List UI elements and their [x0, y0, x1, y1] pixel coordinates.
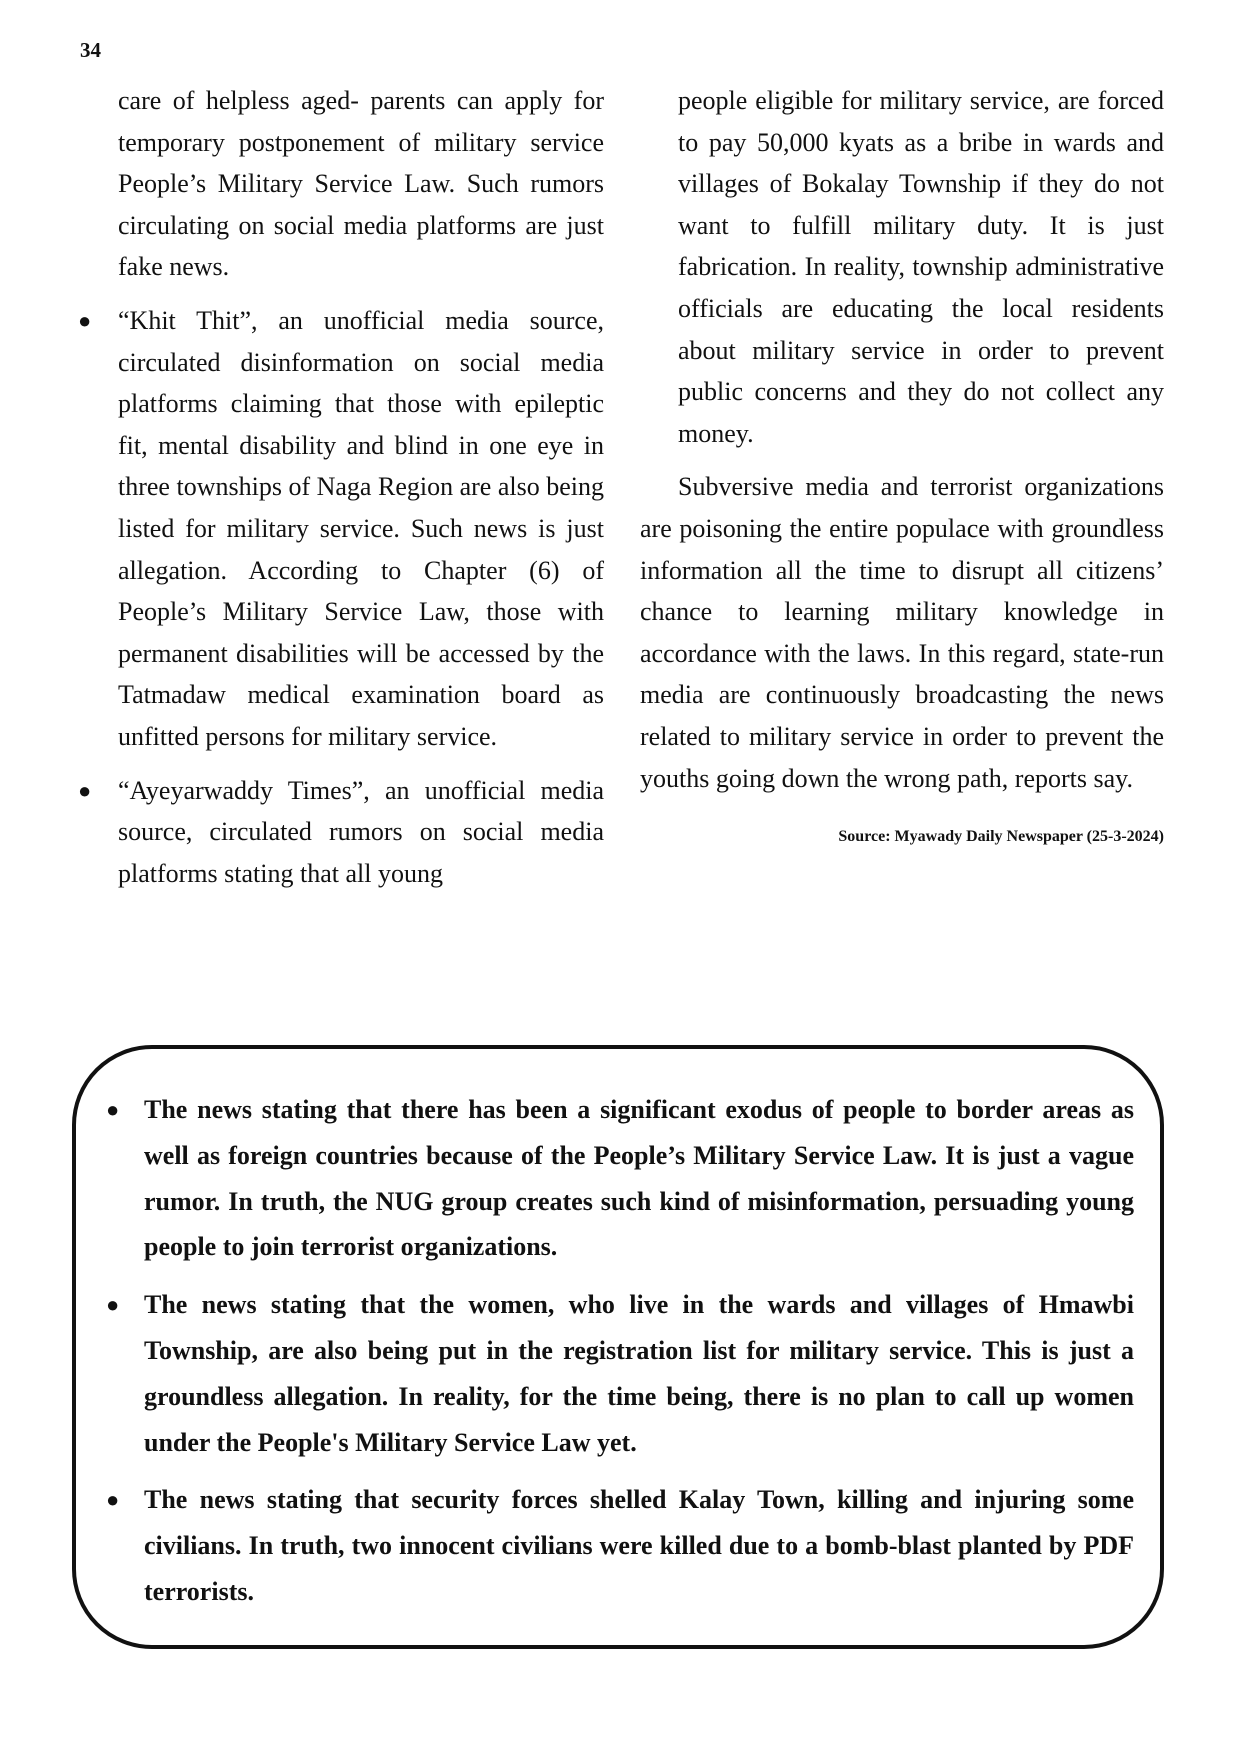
bullet-icon: ●: [78, 777, 92, 803]
bullet-text: “Ayeyarwaddy Times”, an unofficial media source, circulated rumors on social media platforms stating that all young: [118, 775, 604, 888]
bullet-icon: ●: [106, 1487, 120, 1513]
source-citation: Source: Myawady Daily Newspaper (25-3-2024): [838, 828, 1164, 846]
bullet-text: “Khit Thit”, an unofficial media source, circulated disinformation on social media platforms claiming that those with epileptic fit, mental disability and blind in one eye in three townships of Naga Region are also being listed for military service. Such news is just allegation. According to Chapter (6) of People’s Military Service Law, those with permanent disabilities will be accessed by the Tatmadaw medical examination board as unfitted persons for military service.: [118, 305, 604, 751]
bullet-icon: ●: [106, 1292, 120, 1318]
bullet-icon: ●: [78, 307, 92, 333]
callout-text: The news stating that security forces shelled Kalay Town, killing and injuring some civilians. In truth, two innocent civilians were killed due to a bomb-blast planted by PDF terrorists.: [144, 1485, 1134, 1606]
list-item: [106, 1282, 1134, 1465]
right-paragraph: Subversive media and terrorist organizations are poisoning the entire populace with groundless information all the time to disrupt all citizens’ chance to learning military knowledge in accordance with the laws. In this regard, state-run media are continuously broadcasting the news related to military service in order to prevent the youths going down the wrong path, reports say.: [640, 472, 1164, 793]
list-item: [106, 1477, 1134, 1614]
bullet-icon: ●: [106, 1097, 120, 1122]
right-continued-paragraph: people eligible for military service, are forced to pay 50,000 kyats as a bribe in wards and villages of Bokalay Township if they do not want to fulfill military duty. It is just fabrication. In reality, township administrative officials are educating the local residents about military service in order to prevent public concerns and they do not collect any money.: [678, 86, 1164, 448]
list-item: [106, 1087, 1134, 1270]
list-item: [78, 770, 604, 895]
left-continued-paragraph: care of helpless aged- parents can apply for temporary postponement of military service People’s Military Service Law. Such rumors circulating on social media platforms are just fake news.: [118, 86, 604, 282]
callout-text: The news stating that there has been a significant exodus of people to border areas as well as foreign countries because of the People’s Military Service Law. It is just a vague rumor. In truth, the NUG group creates such kind of misinformation, persuading young people to join terrorist organizations.: [144, 1095, 1134, 1262]
left-bullet-list: [78, 300, 604, 894]
callout-text: The news stating that the women, who live in the wards and villages of Hmawbi Township, are also being put in the registration list for military service. This is just a groundless allegation. In reality, for the time being, there is no plan to call up women under the People's Military Service Law yet.: [144, 1290, 1134, 1457]
page-number: 34: [80, 38, 101, 62]
list-item: [78, 300, 604, 758]
callout-box: [72, 1045, 1164, 1649]
callout-list: [106, 1087, 1134, 1627]
right-column: [640, 80, 1164, 847]
left-column: [78, 80, 604, 894]
